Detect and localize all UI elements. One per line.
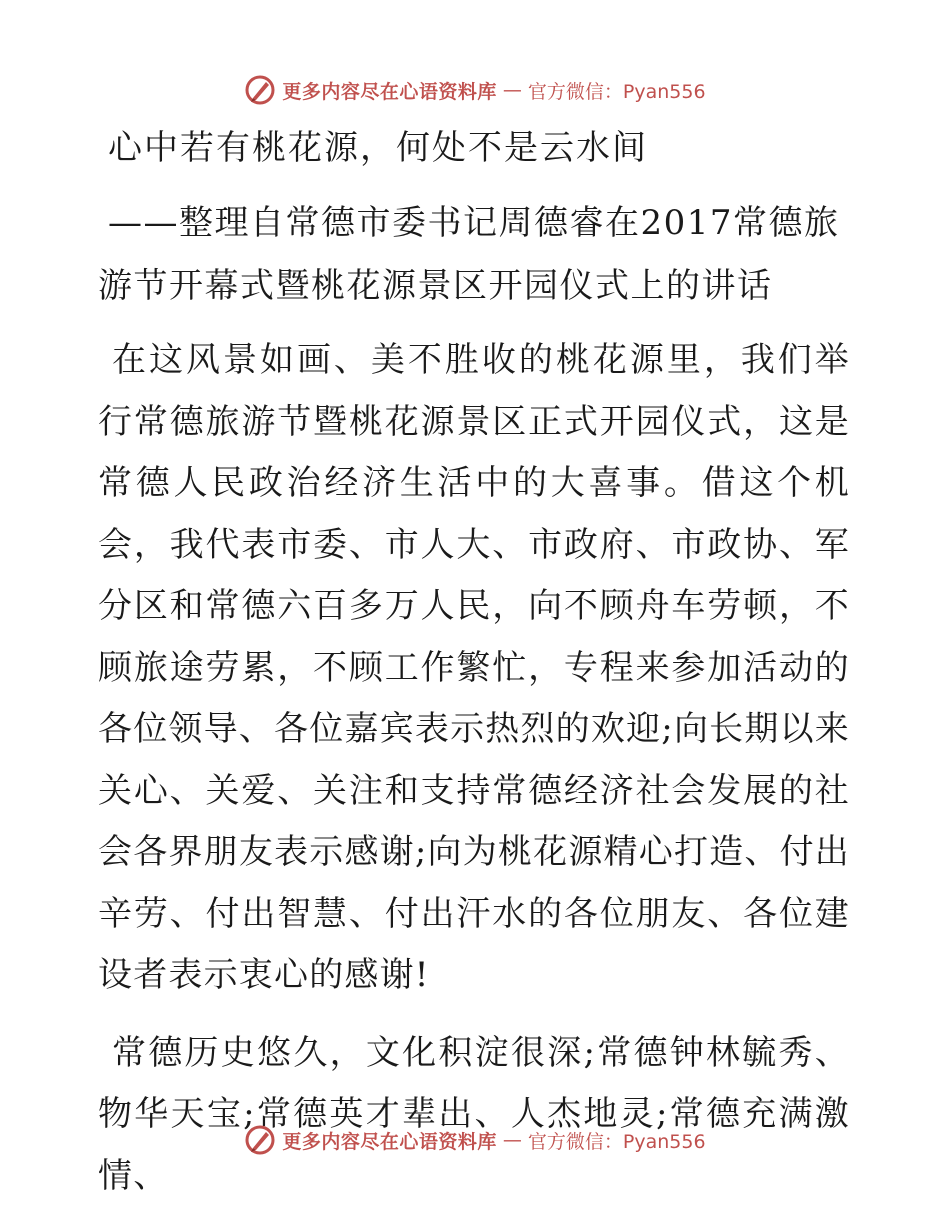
watermark-dash: — <box>502 79 522 101</box>
watermark-brand-text: 更多内容尽在心语资料库 <box>282 80 497 103</box>
watermark-contact: 官方微信：Pyan556 <box>527 80 706 103</box>
footer-watermark <box>0 1120 950 1160</box>
watermark-contact: 官方微信：Pyan556 <box>527 1130 706 1153</box>
header-watermark <box>0 70 950 110</box>
document-body <box>98 122 850 1207</box>
paragraph-1: 在这风景如画、美不胜收的桃花源里，我们举行常德旅游节暨桃花源景区正式开园仪式，这是常德人民政治经济生活中的大喜事。借这个机会，我代表市委、市人大、市政府、市政协、军分区和常德六百多万人民，向不顾舟车劳顿，不顾旅途劳累，不顾工作繁忙，专程来参加活动的各位领导、各位嘉宾表示热烈的欢迎;向长期以来关心、关爱、关注和支持常德经济社会发展的社会各界朋友表示感谢;向为桃花源精心打造、付出辛劳、付出智慧、付出汗水的各位朋友、各位建设者表示衷心的感谢! <box>98 340 850 995</box>
watermark-brand-text: 更多内容尽在心语资料库 <box>282 1130 497 1153</box>
document-title: 心中若有桃花源，何处不是云水间 <box>108 128 648 168</box>
document-subtitle: ——整理自常德市委书记周德睿在2017常德旅游节开幕式暨桃花源景区开园仪式上的讲话 <box>98 203 840 306</box>
paragraph-2: 常德历史悠久，文化积淀很深;常德钟林毓秀、物华天宝;常德英才辈出、人杰地灵;常德充满激情、 <box>98 1032 850 1196</box>
watermark-dash: — <box>502 1129 522 1151</box>
quill-logo-icon <box>244 1124 276 1156</box>
quill-logo-icon <box>244 74 276 106</box>
